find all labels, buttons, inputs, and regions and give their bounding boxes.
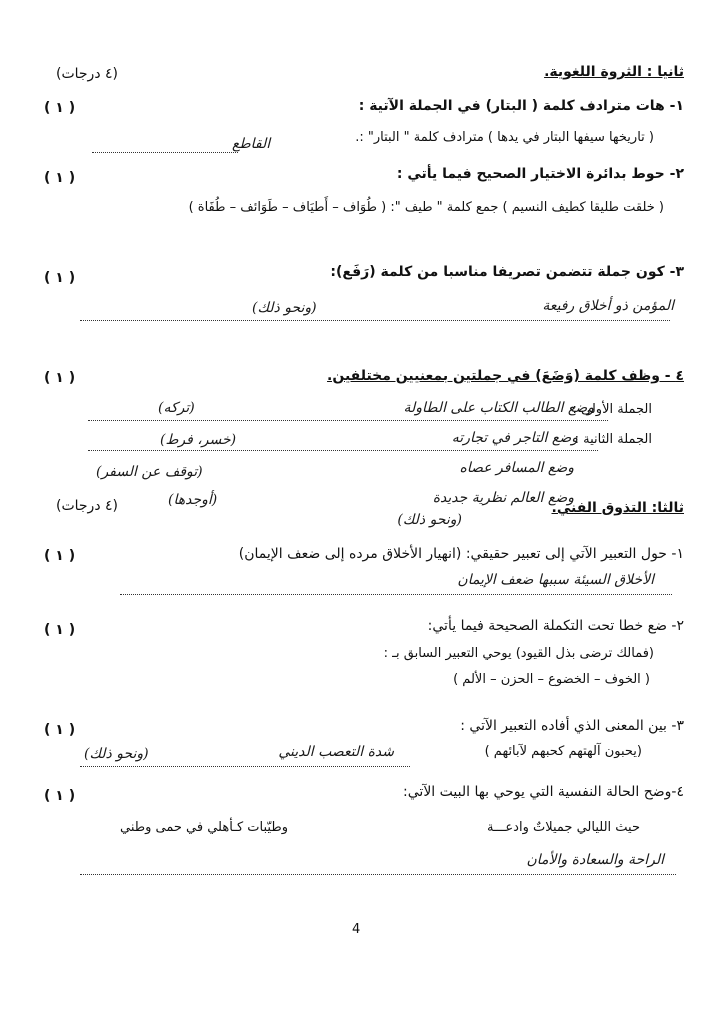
handwritten-note: (أوجدها) <box>168 492 218 508</box>
question-sentence: ( خلقت طليقا كطيف النسيم ) جمع كلمة " طيف ": ( طُوَاف – أَطيَاف – طَوَائف – طُفَاة ) <box>188 200 664 215</box>
question-mark: ( ١ ) <box>44 100 76 116</box>
handwritten-note: (ونحو ذلك) <box>84 746 149 762</box>
handwritten-answer: الأخلاق السيئة سببها ضعف الإيمان <box>457 572 654 588</box>
question-prompt: ٤ - وظف كلمة (وَضَعَ) في جملتين بمعنيين مختلفين. <box>327 368 684 384</box>
sentence-label: الجملة الثانية : <box>574 432 652 447</box>
handwritten-note: (تركه) <box>158 400 195 416</box>
question-prompt: ٣- كون جملة تتضمن تصريفا مناسبا من كلمة (رَفَع): <box>330 264 684 280</box>
verse-second-hemistich: وطيّبات كـأهلي في حمى وطني <box>120 820 288 835</box>
section-marks: (٤ درجات) <box>56 498 119 514</box>
page-number: 4 <box>352 922 361 937</box>
options-list: ( الخوف – الخضوع – الحزن – الألم ) <box>453 672 650 687</box>
question-sentence: (يحبون آلهتهم كحبهم لآبائهم ) <box>484 744 642 759</box>
answer-line <box>120 594 672 595</box>
handwritten-note: (ونحو ذلك) <box>397 512 462 528</box>
question-prompt: ٤-وضح الحالة النفسية التي يوحي بها البيت الآتي: <box>403 784 684 800</box>
question-sentence: ( تاريخها سيفها البتار في يدها ) مترادف كلمة " البتار" :. <box>355 130 654 145</box>
handwritten-note: (خسر، فرط) <box>160 432 237 448</box>
question-mark: ( ١ ) <box>44 270 76 286</box>
handwritten-answer: القاطع <box>232 136 271 152</box>
answer-line <box>88 420 608 421</box>
question-mark: ( ١ ) <box>44 170 76 186</box>
question-mark: ( ١ ) <box>44 370 76 386</box>
answer-line <box>80 320 670 321</box>
question-prompt: ٢- حوط بدائرة الاختيار الصحيح فيما يأتي : <box>396 166 684 182</box>
section-marks: (٤ درجات) <box>56 66 119 82</box>
question-sentence: (فمالك ترضى بذل القيود) يوحي التعبير السابق بـ : <box>383 646 654 661</box>
section-title: ثالثا: التذوق الفني. <box>551 500 684 516</box>
question-prompt: ٢- ضع خطا تحت التكملة الصحيحة فيما يأتي: <box>427 618 684 634</box>
section-title: ثانيا : الثروة اللغوية. <box>544 64 684 80</box>
answer-line <box>92 152 238 153</box>
handwritten-answer: وضع الطالب الكتاب على الطاولة <box>403 400 594 416</box>
question-prompt: ١- هات مترادف كلمة ( البتار) في الجملة الآتية : <box>358 98 684 114</box>
question-mark: ( ١ ) <box>44 788 76 804</box>
verse-first-hemistich: حيث الليالي جميلاتٌ وادعـــة <box>487 820 640 835</box>
handwritten-extra: وضع المسافر عصاه <box>459 460 574 476</box>
handwritten-note: (ونحو ذلك) <box>252 300 317 316</box>
question-prompt: ١- حول التعبير الآتي إلى تعبير حقيقي: (انهيار الأخلاق مرده إلى ضعف الإيمان) <box>238 546 684 562</box>
sentence-label: الجملة الأولى : <box>572 402 652 417</box>
question-mark: ( ١ ) <box>44 548 76 564</box>
handwritten-answer: وضع التاجر في تجارته <box>451 430 578 446</box>
answer-line <box>88 450 598 451</box>
question-mark: ( ١ ) <box>44 722 76 738</box>
handwritten-answer: شدة التعصب الديني <box>278 744 394 760</box>
handwritten-answer: المؤمن ذو أخلاق رفيعة <box>542 298 674 314</box>
handwritten-answer: الراحة والسعادة والأمان <box>526 852 664 868</box>
handwritten-note: (توقف عن السفر) <box>96 464 203 480</box>
answer-line <box>80 766 410 767</box>
handwritten-extra: وضع العالم نظرية جديدة <box>432 490 574 506</box>
question-mark: ( ١ ) <box>44 622 76 638</box>
question-prompt: ٣- بين المعنى الذي أفاده التعبير الآتي : <box>460 718 684 734</box>
answer-line <box>80 874 676 875</box>
